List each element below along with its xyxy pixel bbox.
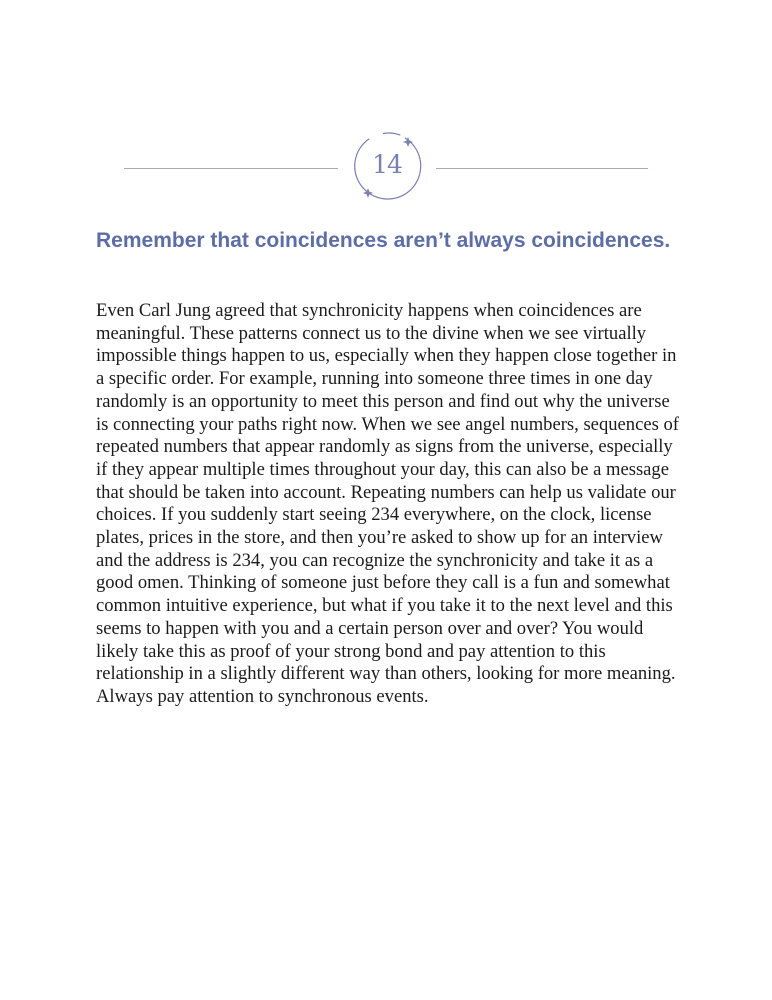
right-divider-rule [436,168,648,169]
section-heading: Remember that coincidences aren’t always coincidences. [96,229,671,252]
left-divider-rule [124,168,338,169]
chapter-emblem [348,128,426,206]
body-paragraph: Even Carl Jung agreed that synchronicity happens when coincidences are meaningful. These patterns connect us to the divine when we see virtually impossible things happen to us, especially when they happen close together in a specific order. For example, running into someone three times in one day randomly is an opportunity to meet this person and find out why the universe is connecting your paths right now. When we see angel numbers, sequences of repeated numbers that appear randomly as signs from the universe, especially if they appear multiple times throughout your day, this can also be a message that should be taken into account. Repeating numbers can help us validate our choices. If you suddenly start seeing 234 everywhere, on the clock, license plates, prices in the store, and then you’re asked to show up for an interview and the address is 234, you can recognize the synchronicity and take it as a good omen. Thinking of someone just before they call is a fun and somewhat common intuitive experience, but what if you take it to the next level and this seems to happen with you and a certain person over and over? You would likely take this as proof of your strong bond and pay attention to this relationship in a slightly different way than others, looking for more meaning. Always pay attention to synchronous events. [96,300,679,707]
chapter-number: 14 [372,150,402,179]
chapter-ornament [120,128,652,208]
